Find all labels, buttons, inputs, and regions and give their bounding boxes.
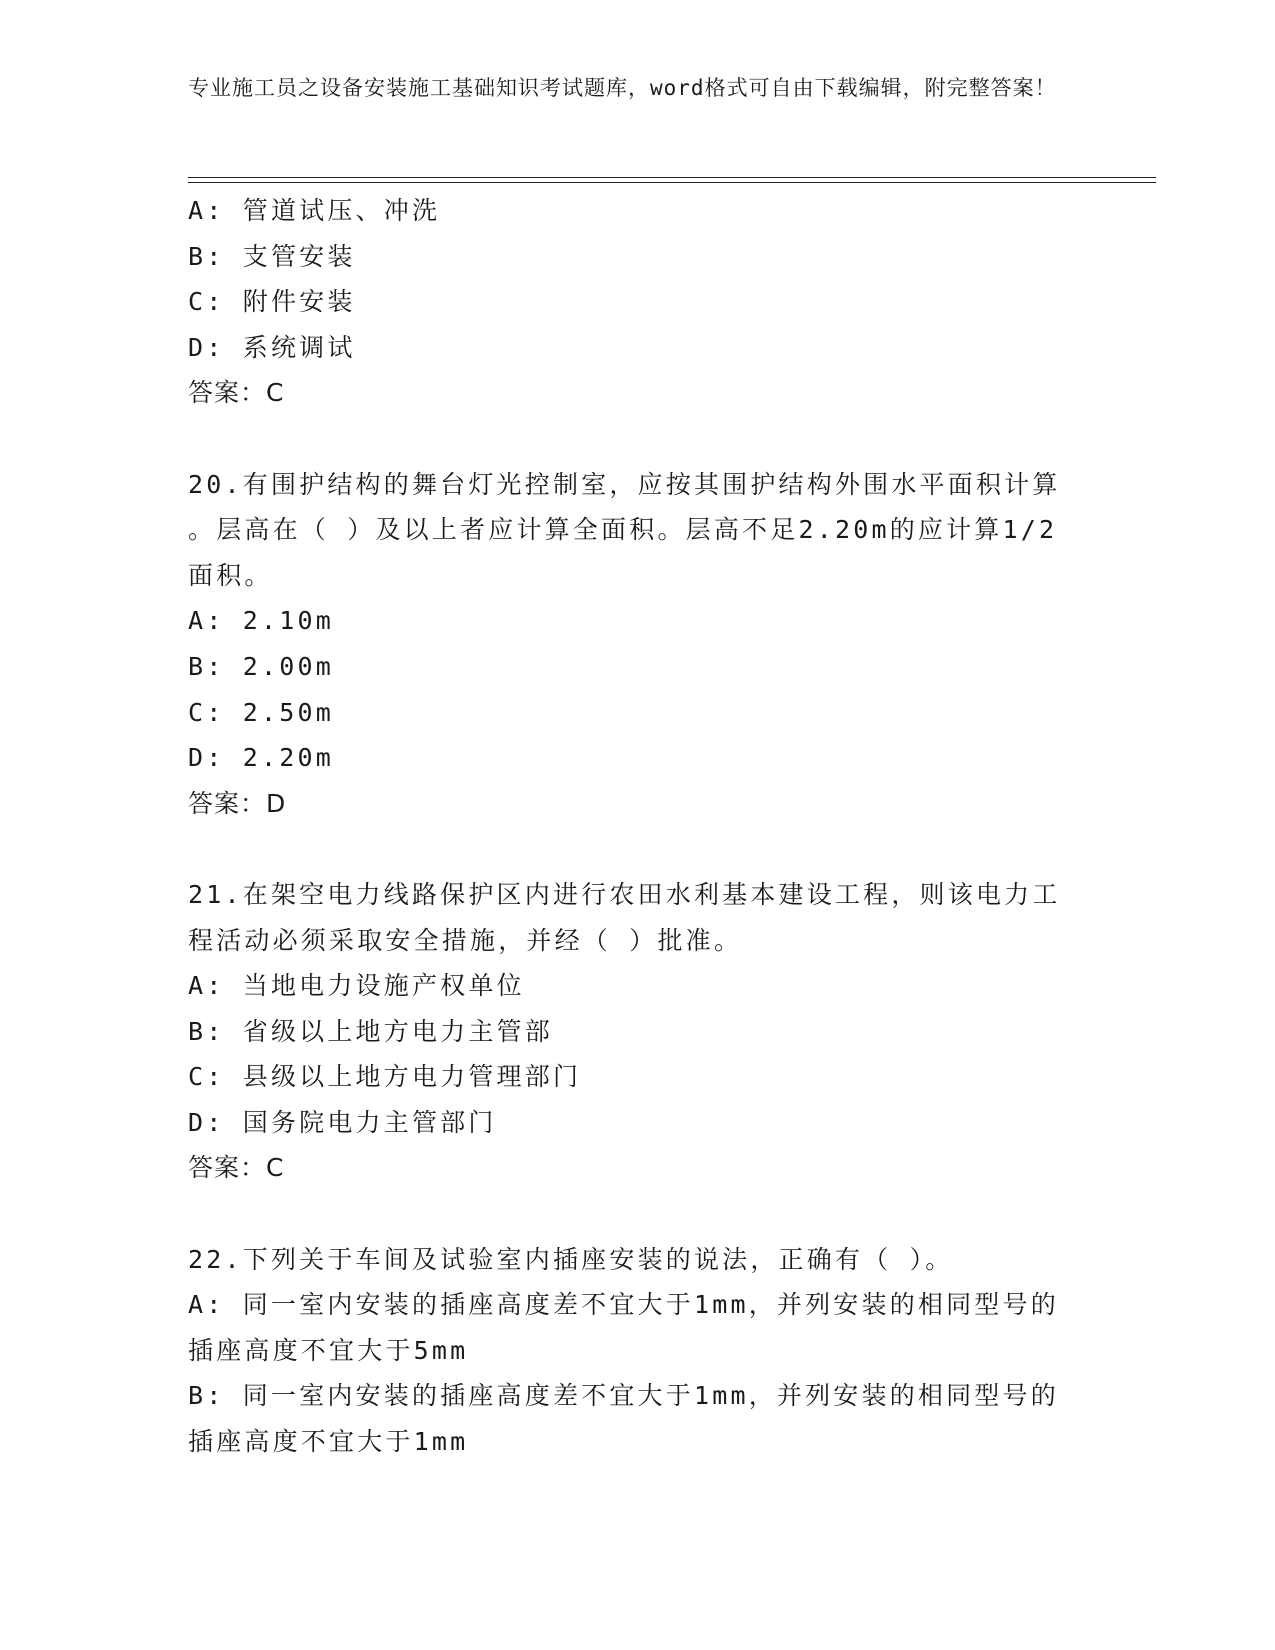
spacer [188,1191,1088,1237]
option-a: A: 当地电力设施产权单位 [188,971,525,1001]
question-text-line: 。层高在（ ）及以上者应计算全面积。层高不足2.20m的应计算1/2 [188,515,1058,545]
option-b-line-2: 插座高度不宜大于1mm [188,1427,469,1457]
option-a-line-1: A: 同一室内安装的插座高度差不宜大于1mm，并列安装的相同型号的 [188,1290,1059,1320]
question-20 [188,462,1088,827]
question-text-line: 程活动必须采取安全措施，并经（ ）批准。 [188,925,743,955]
question-22 [188,1237,1088,1465]
option-a-line-2: 插座高度不宜大于5mm [188,1335,469,1365]
spacer [188,416,1088,462]
question-text-line: 面积。 [188,560,273,590]
option-a: A: 2.10m [188,606,335,636]
option-d: D: 系统调试 [188,332,356,362]
question-21 [188,872,1088,1191]
option-c: C: 附件安装 [188,287,356,317]
option-b: B: 省级以上地方电力主管部 [188,1016,553,1046]
option-a: A: 管道试压、冲洗 [188,196,441,225]
question-text-line: 21.在架空电力线路保护区内进行农田水利基本建设工程，则该电力工 [188,879,1061,909]
question-19-continued [188,188,1088,416]
option-d: D: 2.20m [188,743,335,773]
question-content [188,188,1088,1465]
question-text-line: 20.有围护结构的舞台灯光控制室，应按其围护结构外围水平面积计算 [188,469,1061,499]
document-header: 专业施工员之设备安装施工基础知识考试题库，word格式可自由下载编辑，附完整答案！ [188,76,1057,100]
option-c: C: 县级以上地方电力管理部门 [188,1062,582,1092]
option-c: C: 2.50m [188,697,335,727]
option-d: D: 国务院电力主管部门 [188,1107,497,1137]
option-b: B: 2.00m [188,651,335,681]
header-divider-bottom [188,182,1156,183]
answer: 答案：D [188,788,287,818]
answer: 答案：C [188,1153,285,1183]
header-divider-top [188,177,1156,178]
option-b-line-1: B: 同一室内安装的插座高度差不宜大于1mm，并列安装的相同型号的 [188,1381,1059,1411]
question-text-line: 22.下列关于车间及试验室内插座安装的说法，正确有（ ）。 [188,1244,954,1274]
option-b: B: 支管安装 [188,241,356,271]
spacer [188,826,1088,872]
answer: 答案：C [188,378,285,408]
